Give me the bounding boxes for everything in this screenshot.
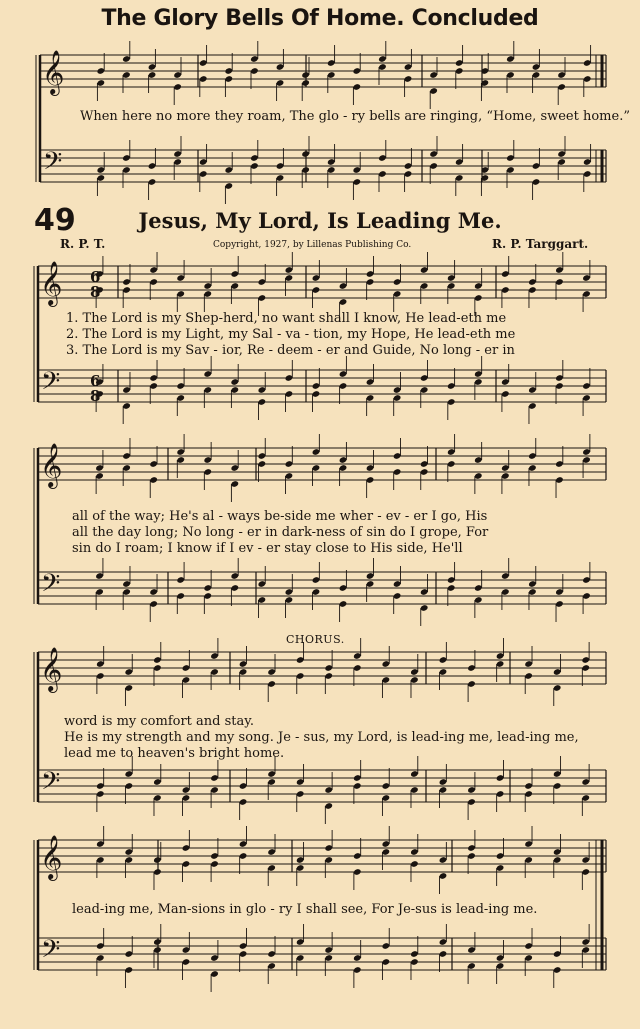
copyright-notice: Copyright, 1927, by Lillenas Publishing Co. [213, 240, 412, 250]
system2-verse1: all of the way; He's al - ways be-side me wher - ev - er I go, His [72, 509, 488, 524]
system3-line3: lead me to heaven's bright home. [64, 746, 285, 761]
svg-text:𝄞: 𝄞 [42, 50, 65, 94]
system3-line1: word is my comfort and stay. [64, 714, 255, 729]
system2-verse2: all the day long; No long - er in dark-ness of sin do I grope, For [72, 525, 489, 540]
system4-line1: lead-ing me, Man-sions in glo - ry I shall see, For Je-sus is lead-ing me. [72, 902, 538, 917]
system1-verse1: 1. The Lord is my Shep-herd, no want shall I know, He lead-eth me [66, 311, 507, 326]
words-by: R. P. T. [60, 237, 106, 251]
svg-text:6: 6 [90, 268, 101, 286]
music-by: R. P. Targgart. [492, 237, 589, 251]
svg-text:6: 6 [90, 372, 101, 390]
svg-text:8: 8 [90, 283, 101, 301]
system3-line2: He is my strength and my song. Je - sus, my Lord, is lead-ing me, lead-ing me, [64, 730, 579, 745]
svg-text:𝄢: 𝄢 [41, 367, 61, 402]
svg-text:𝄞: 𝄞 [40, 261, 63, 305]
svg-text:𝄞: 𝄞 [40, 443, 63, 487]
svg-text:𝄢: 𝄢 [41, 569, 61, 604]
hymn-title: Jesus, My Lord, Is Leading Me. [138, 208, 502, 233]
continuation-title: The Glory Bells Of Home. Concluded [101, 6, 539, 31]
svg-text:𝄢: 𝄢 [41, 935, 61, 970]
svg-text:8: 8 [90, 387, 101, 405]
system2-verse3: sin do I roam; I know if I ev - er stay close to His side, He'll [72, 541, 463, 556]
svg-text:𝄞: 𝄞 [40, 647, 63, 691]
hymn-number: 49 [34, 203, 76, 238]
system1-verse2: 2. The Lord is my Light, my Sal - va - tion, my Hope, He lead-eth me [66, 327, 516, 342]
chorus-label: CHORUS. [286, 633, 345, 646]
svg-text:𝄢: 𝄢 [41, 767, 61, 802]
svg-text:𝄞: 𝄞 [40, 835, 63, 879]
top-lyric-line: When here no more they roam, The glo - ry bells are ringing, “Home, sweet home.” [80, 109, 630, 124]
system1-verse3: 3. The Lord is my Sav - ior, Re - deem - er and Guide, No long - er in [66, 343, 515, 358]
svg-text:𝄢: 𝄢 [43, 147, 63, 182]
